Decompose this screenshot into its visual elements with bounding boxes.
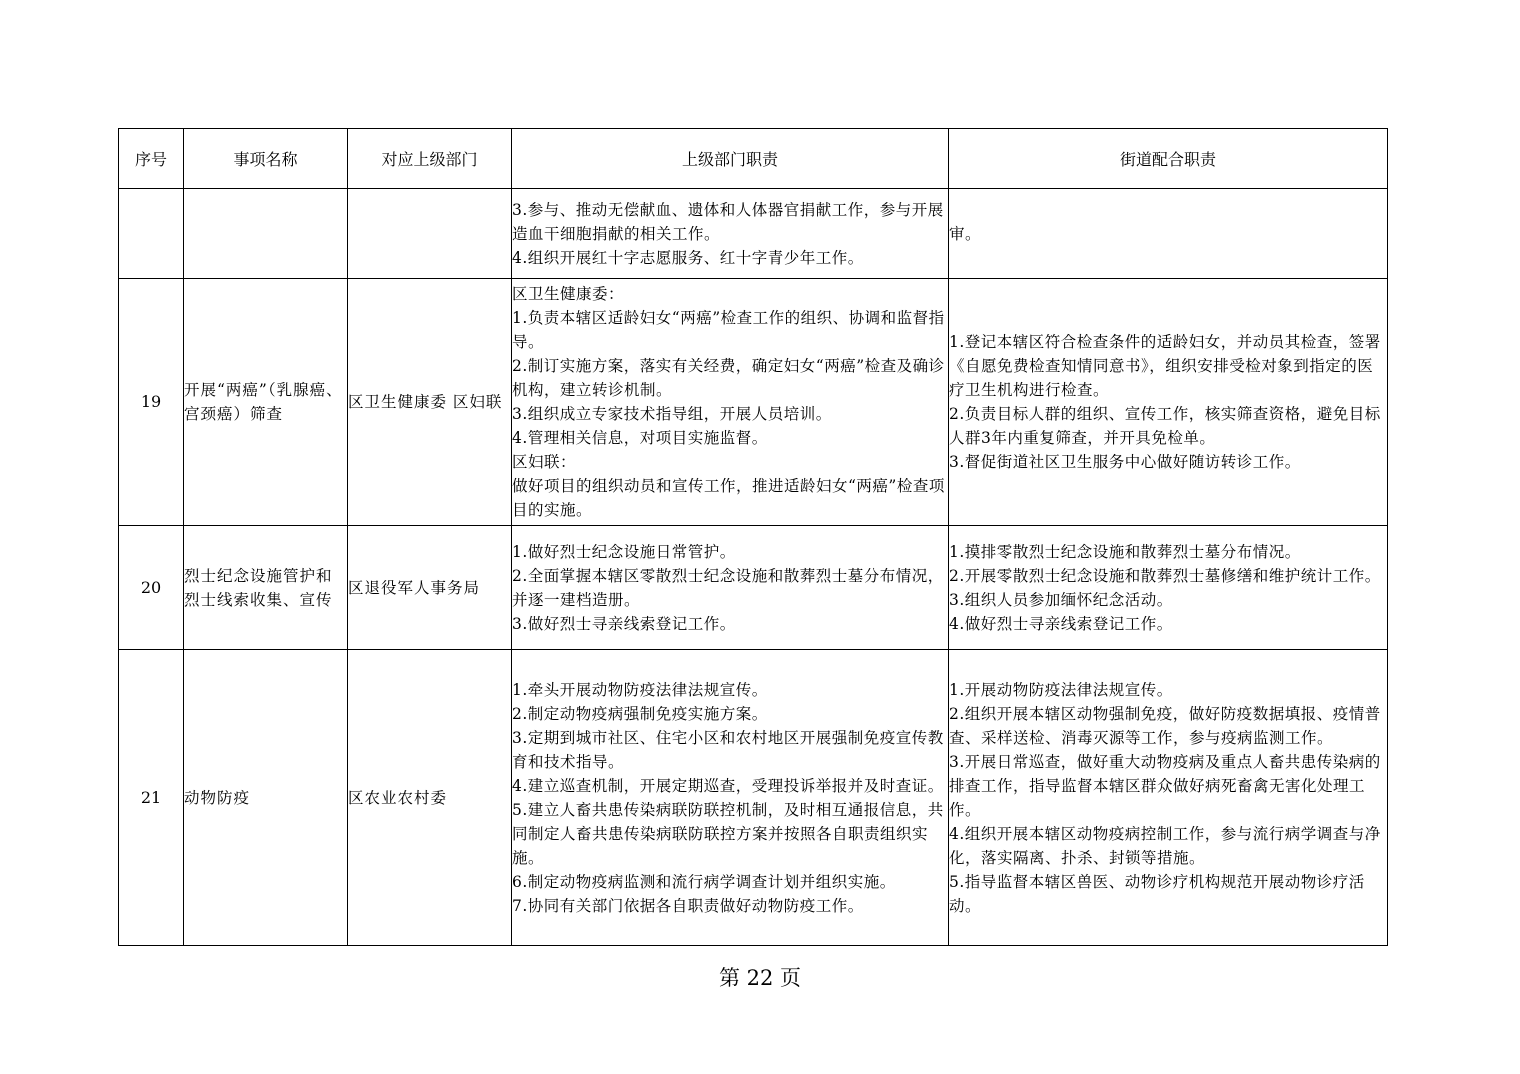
header-num: 序号 xyxy=(119,129,184,189)
row-street-duty: 1.开展动物防疫法律法规宣传。 2.组织开展本辖区动物强制免疫，做好防疫数据填报、疫情普查、采样送检、消毒灭源等工作，参与疫病监测工作。 3.开展日常巡查，做好重大动物疫病及重点人畜共患传染病的排查工作，指导监督本辖区群众做好病死畜禽无害化处理工作。 4.组织开展本辖区动物疫病控制工作，参与流行病学调查与净化，落实隔离、扑杀、封锁等措施。 5.指导监督本辖区兽医、动物诊疗机构规范开展动物诊疗活动。 xyxy=(949,650,1388,946)
row-street-duty: 1.摸排零散烈士纪念设施和散葬烈士墓分布情况。 2.开展零散烈士纪念设施和散葬烈士墓修缮和维护统计工作。 3.组织人员参加缅怀纪念活动。 4.做好烈士寻亲线索登记工作。 xyxy=(949,526,1388,650)
row-upper-duty: 3.参与、推动无偿献血、遗体和人体器官捐献工作，参与开展造血干细胞捐献的相关工作。 4.组织开展红十字志愿服务、红十字青少年工作。 xyxy=(512,189,949,279)
header-name: 事项名称 xyxy=(184,129,348,189)
row-dept: 区农业农村委 xyxy=(348,650,512,946)
header-dept: 对应上级部门 xyxy=(348,129,512,189)
row-upper-duty: 1.牵头开展动物防疫法律法规宣传。 2.制定动物疫病强制免疫实施方案。 3.定期到城市社区、住宅小区和农村地区开展强制免疫宣传教育和技术指导。 4.建立巡查机制，开展定期巡查，受理投诉举报并及时查证。 5.建立人畜共患传染病联防联控机制，及时相互通报信息，共同制定人畜共患传染病联防联控方案并按照各自职责组织实施。 6.制定动物疫病监测和流行病学调查计划并组织实施。 7.协同有关部门依据各自职责做好动物防疫工作。 xyxy=(512,650,949,946)
table-row xyxy=(119,189,1388,279)
row-num xyxy=(119,189,184,279)
row-street-duty: 1.登记本辖区符合检查条件的适龄妇女，并动员其检查，签署《自愿免费检查知情同意书》，组织安排受检对象到指定的医疗卫生机构进行检查。 2.负责目标人群的组织、宣传工作，核实筛查资格，避免目标人群3年内重复筛查，并开具免检单。 3.督促街道社区卫生服务中心做好随访转诊工作。 xyxy=(949,279,1388,526)
row-dept: 区卫生健康委 区妇联 xyxy=(348,279,512,526)
row-item-name: 动物防疫 xyxy=(184,650,348,946)
page-number: 第 22 页 xyxy=(718,966,802,990)
row-dept: 区退役军人事务局 xyxy=(348,526,512,650)
row-num: 19 xyxy=(119,279,184,526)
row-item-name: 开展“两癌”（乳腺癌、宫颈癌）筛查 xyxy=(184,279,348,526)
row-upper-duty: 1.做好烈士纪念设施日常管护。 2.全面掌握本辖区零散烈士纪念设施和散葬烈士墓分布情况，并逐一建档造册。 3.做好烈士寻亲线索登记工作。 xyxy=(512,526,949,650)
table-row xyxy=(119,526,1388,650)
table-row xyxy=(119,279,1388,526)
row-num: 21 xyxy=(119,650,184,946)
row-item-name xyxy=(184,189,348,279)
row-upper-duty: 区卫生健康委： 1.负责本辖区适龄妇女“两癌”检查工作的组织、协调和监督指导。 2.制订实施方案，落实有关经费，确定妇女“两癌”检查及确诊机构，建立转诊机制。 3.组织成立专家技术指导组，开展人员培训。 4.管理相关信息，对项目实施监督。 区妇联： 做好项目的组织动员和宣传工作，推进适龄妇女“两癌”检查项目的实施。 xyxy=(512,279,949,526)
duty-table xyxy=(118,128,1388,946)
row-item-name: 烈士纪念设施管护和烈士线索收集、宣传 xyxy=(184,526,348,650)
header-upper-duty: 上级部门职责 xyxy=(512,129,949,189)
table-row xyxy=(119,650,1388,946)
row-street-duty: 审。 xyxy=(949,189,1388,279)
header-row xyxy=(119,129,1388,189)
row-dept xyxy=(348,189,512,279)
row-num: 20 xyxy=(119,526,184,650)
header-street-duty: 街道配合职责 xyxy=(949,129,1388,189)
